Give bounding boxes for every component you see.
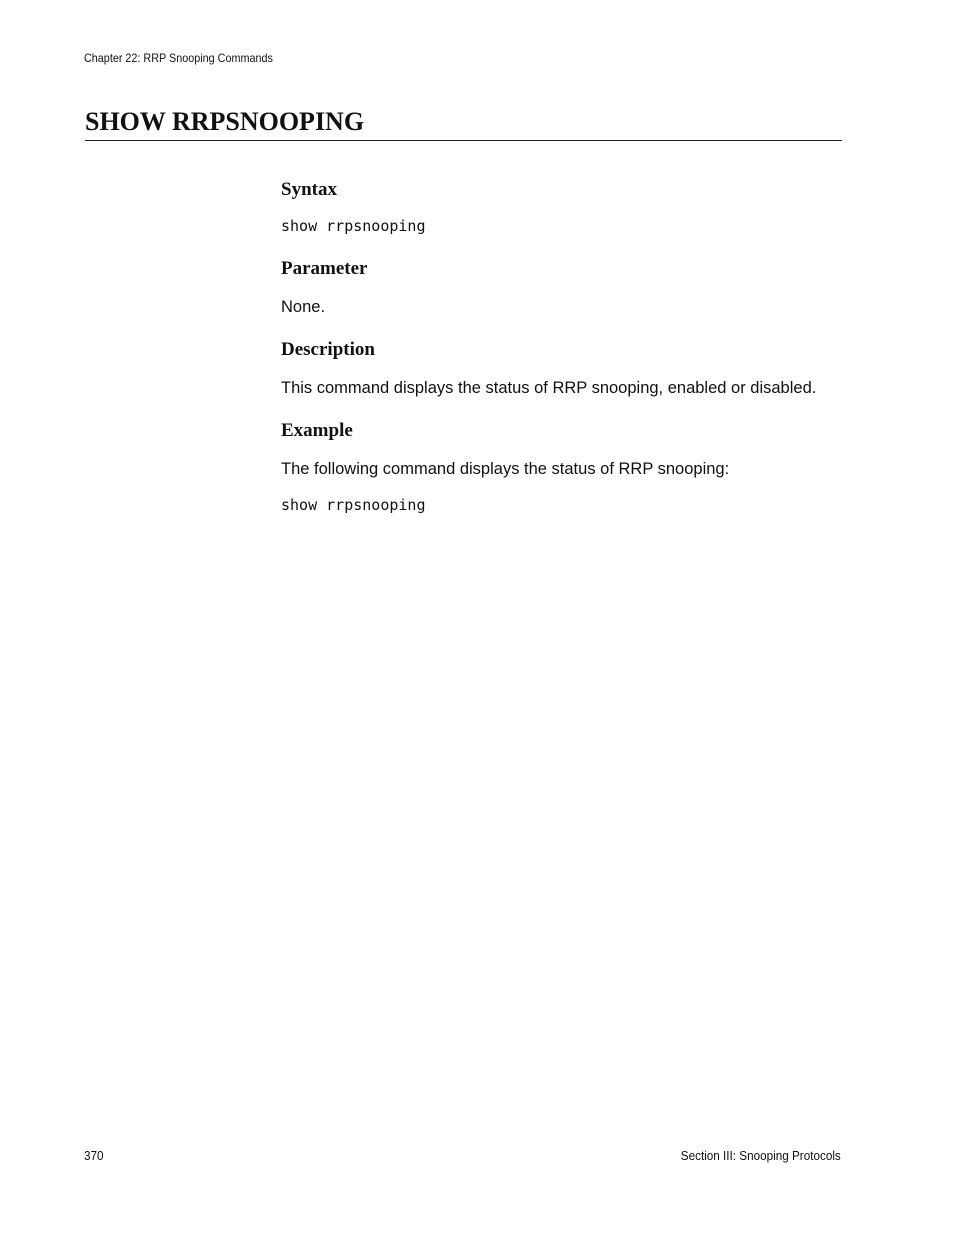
example-heading: Example [281, 420, 353, 441]
example-text: The following command displays the status of RRP snooping: [281, 460, 730, 478]
parameter-heading: Parameter [281, 258, 368, 279]
page-number: 370 [84, 1148, 104, 1163]
parameter-text: None. [281, 298, 326, 316]
footer-section-title: Section III: Snooping Protocols [680, 1148, 841, 1163]
page-title: SHOW RRPSNOOPING [85, 107, 365, 136]
running-header: Chapter 22: RRP Snooping Commands [84, 51, 273, 65]
title-divider [85, 140, 842, 141]
syntax-code: show rrpsnooping [281, 217, 426, 235]
description-heading: Description [281, 339, 375, 360]
example-code: show rrpsnooping [281, 496, 426, 514]
description-text: This command displays the status of RRP snooping, enabled or disabled. [281, 379, 817, 397]
syntax-heading: Syntax [281, 179, 337, 200]
